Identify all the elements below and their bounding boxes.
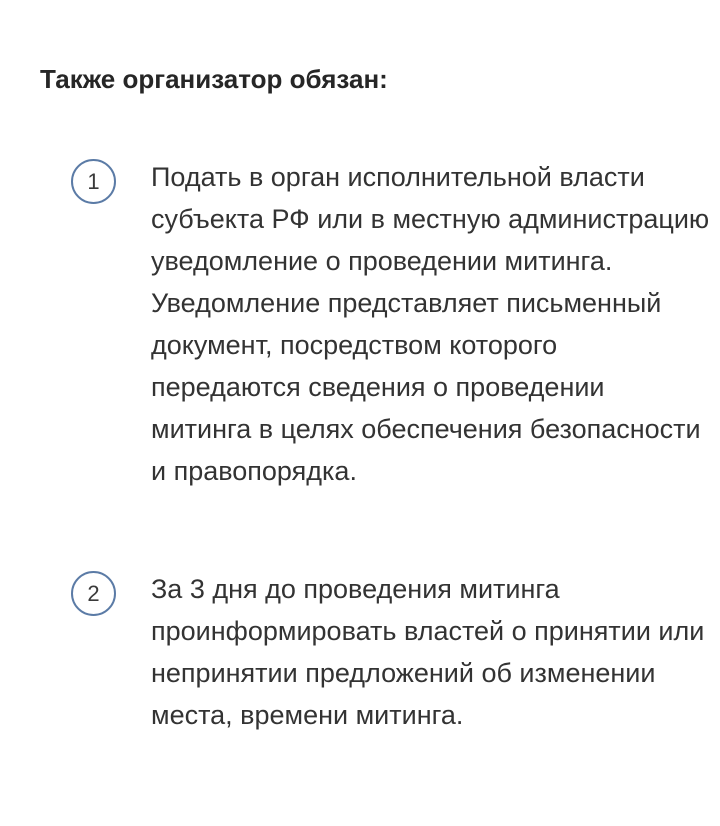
- step-number-badge: 1: [71, 159, 116, 204]
- list-item-text: За 3 дня до проведения митинга проинформировать властей о принятии или непринятии предложений об изменении места, времени митинга.: [151, 574, 705, 730]
- step-number-badge: 2: [71, 571, 116, 616]
- section-heading: Также организатор обязан:: [40, 64, 388, 94]
- list-item-text: Подать в орган исполнительной власти субъекта РФ или в местную администрацию уведомление о проведении митинга. Уведомление представляет письменный документ, посредством которого передаются сведения о проведении митинга в целях обеспечения безопасности и правопорядка.: [151, 162, 710, 486]
